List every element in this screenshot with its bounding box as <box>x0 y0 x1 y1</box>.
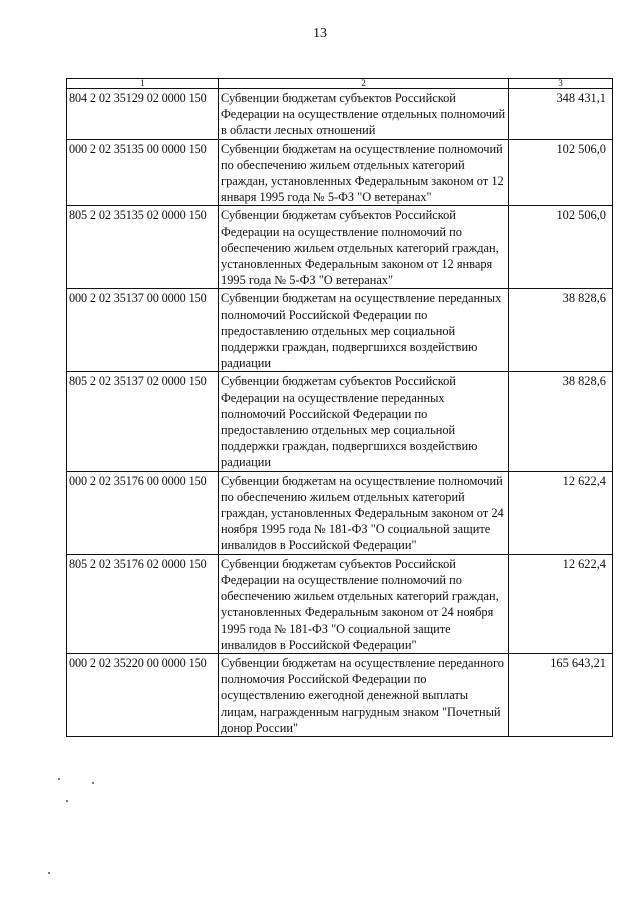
page-number: 13 <box>313 26 327 41</box>
row-amount: 38 828,6 <box>509 372 613 471</box>
row-amount: 38 828,6 <box>509 289 613 372</box>
row-code: 805 2 02 35135 02 0000 150 <box>67 206 219 289</box>
row-code: 804 2 02 35129 02 0000 150 <box>67 89 219 140</box>
table-row <box>67 139 613 206</box>
row-code: 805 2 02 35176 02 0000 150 <box>67 554 219 653</box>
row-amount: 102 506,0 <box>509 139 613 206</box>
row-amount: 102 506,0 <box>509 206 613 289</box>
row-amount: 348 431,1 <box>509 89 613 140</box>
table-row <box>67 554 613 653</box>
table-header-row <box>67 79 613 89</box>
row-name: Субвенции бюджетам на осуществление переданных полномочий Российской Федерации по предоставлению отдельных мер социальной поддержки граждан, подвергшихся воздействию радиации <box>219 289 509 372</box>
table-row <box>67 471 613 554</box>
budget-table <box>66 78 613 737</box>
scan-speck <box>58 778 60 780</box>
row-amount: 12 622,4 <box>509 554 613 653</box>
row-name: Субвенции бюджетам на осуществление переданного полномочия Российской Федерации по осуществлению ежегодной денежной выплаты лицам, награжденным нагрудным знаком "Почетный донор России" <box>219 653 509 736</box>
header-col-2: 2 <box>219 79 509 89</box>
row-name: Субвенции бюджетам субъектов Российской Федерации на осуществление переданных полномочий Российской Федерации по предоставлению отдельных мер социальной поддержки граждан, подвергшихся воздействию радиации <box>219 372 509 471</box>
header-col-1: 1 <box>67 79 219 89</box>
row-amount: 165 643,21 <box>509 653 613 736</box>
row-amount: 12 622,4 <box>509 471 613 554</box>
row-name: Субвенции бюджетам субъектов Российской Федерации на осуществление полномочий по обеспечению жильем отдельных категорий граждан, установленных Федеральным законом от 24 ноября 1995 года № 181-ФЗ "О социальной защите инвалидов в Российской Федерации" <box>219 554 509 653</box>
row-code: 000 2 02 35176 00 0000 150 <box>67 471 219 554</box>
row-name: Субвенции бюджетам на осуществление полномочий по обеспечению жильем отдельных категорий граждан, установленных Федеральным законом от 24 ноября 1995 года № 181-ФЗ "О социальной защите инвалидов в Российской Федерации" <box>219 471 509 554</box>
header-col-3: 3 <box>509 79 613 89</box>
scan-speck <box>92 782 94 784</box>
row-name: Субвенции бюджетам на осуществление полномочий по обеспечению жильем отдельных категорий граждан, установленных Федеральным законом от 12 января 1995 года № 5-ФЗ "О ветеранах" <box>219 139 509 206</box>
row-code: 000 2 02 35220 00 0000 150 <box>67 653 219 736</box>
row-code: 805 2 02 35137 02 0000 150 <box>67 372 219 471</box>
table-row <box>67 206 613 289</box>
table-row <box>67 289 613 372</box>
row-name: Субвенции бюджетам субъектов Российской Федерации на осуществление полномочий по обеспечению жильем отдельных категорий граждан, установленных Федеральным законом от 12 января 1995 года № 5-ФЗ "О ветеранах" <box>219 206 509 289</box>
table-row <box>67 653 613 736</box>
row-name: Субвенции бюджетам субъектов Российской Федерации на осуществление отдельных полномочий в области лесных отношений <box>219 89 509 140</box>
scan-speck <box>66 800 68 802</box>
row-code: 000 2 02 35137 00 0000 150 <box>67 289 219 372</box>
scan-speck <box>48 872 50 874</box>
row-code: 000 2 02 35135 00 0000 150 <box>67 139 219 206</box>
table-row <box>67 372 613 471</box>
table-row <box>67 89 613 140</box>
